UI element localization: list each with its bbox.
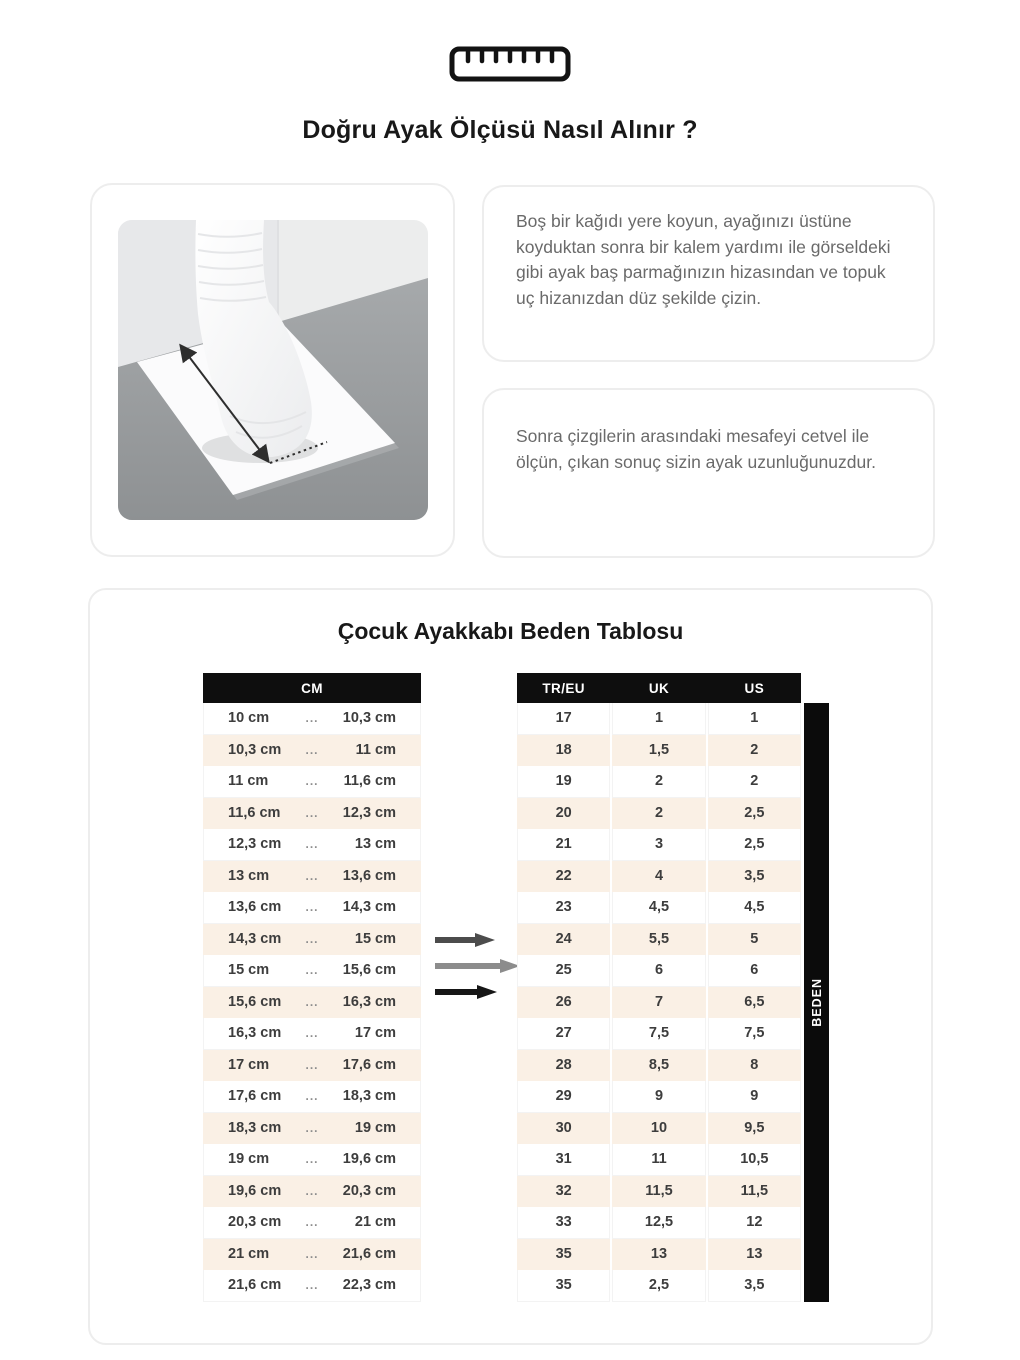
table-cell: 2 [708, 735, 801, 767]
table-cell: 13,6 cm [342, 867, 396, 884]
table-cell: 21 cm [354, 1214, 396, 1231]
beden-label: BEDEN [809, 978, 824, 1027]
table-row [203, 766, 421, 798]
cm-table [203, 673, 421, 1302]
table-cell: ... [305, 1246, 319, 1261]
table-cell: 4,5 [612, 892, 705, 924]
table-cell: 19 [517, 766, 610, 798]
table-cell: 11 cm [355, 741, 396, 758]
foot-measure-photo [118, 220, 428, 520]
table-row [517, 1144, 801, 1176]
table-row [517, 924, 801, 956]
table-cell: ... [305, 1215, 319, 1230]
table-cell: 33 [517, 1207, 610, 1239]
table-cell: 16,3 cm [228, 1025, 282, 1042]
table-cell: 19 cm [228, 1151, 270, 1168]
table-cell: 16,3 cm [342, 993, 396, 1010]
table-cell: 10,3 cm [228, 741, 282, 758]
table-cell: 15,6 cm [228, 993, 282, 1010]
table-cell: ... [305, 1089, 319, 1104]
table-cell: ... [305, 1278, 319, 1293]
table-cell: 13 [612, 1239, 705, 1271]
table-row [203, 861, 421, 893]
table-cell: 11,6 cm [228, 804, 281, 821]
table-cell: 26 [517, 987, 610, 1019]
table-cell: 1 [612, 703, 705, 735]
table-row [517, 955, 801, 987]
transfer-arrows-icon [435, 932, 527, 1000]
measure-photo-card [90, 183, 455, 557]
table-cell: 4 [612, 861, 705, 893]
table-cell: ... [305, 963, 319, 978]
table-cell: 5 [708, 924, 801, 956]
table-cell: 2 [612, 766, 705, 798]
table-row [203, 892, 421, 924]
table-cell: 9 [612, 1081, 705, 1113]
table-cell: 22,3 cm [342, 1277, 396, 1294]
table-cell: 7,5 [708, 1018, 801, 1050]
table-cell: 25 [517, 955, 610, 987]
table-cell: 19 cm [354, 1119, 396, 1136]
table-row [517, 703, 801, 735]
table-cell: 10 [612, 1113, 705, 1145]
table-cell: 2,5 [708, 798, 801, 830]
table-cell: 32 [517, 1176, 610, 1208]
table-cell: ... [305, 931, 319, 946]
table-cell: 8,5 [612, 1050, 705, 1082]
table-cell: 21 [517, 829, 610, 861]
table-row [203, 1081, 421, 1113]
table-cell: 21,6 cm [228, 1277, 282, 1294]
table-cell: ... [305, 1057, 319, 1072]
table-row [517, 987, 801, 1019]
table-cell: 8 [708, 1050, 801, 1082]
table-row [517, 1050, 801, 1082]
table-cell: 15,6 cm [342, 962, 396, 979]
table-cell: 29 [517, 1081, 610, 1113]
table-cell: 21,6 cm [342, 1245, 396, 1262]
table-cell: 17,6 cm [342, 1056, 396, 1073]
table-row [517, 1239, 801, 1271]
table-cell: 2,5 [708, 829, 801, 861]
table-cell: 3 [612, 829, 705, 861]
table-cell: 18,3 cm [228, 1119, 282, 1136]
table-cell: 10,5 [708, 1144, 801, 1176]
table-cell: 28 [517, 1050, 610, 1082]
table-row [203, 955, 421, 987]
table-cell: 4,5 [708, 892, 801, 924]
cm-table-body [203, 703, 421, 1302]
table-cell: 7 [612, 987, 705, 1019]
table-cell: 9,5 [708, 1113, 801, 1145]
intl-size-table [517, 673, 801, 1302]
table-cell: ... [305, 837, 319, 852]
table-cell: 13 cm [354, 836, 396, 853]
table-row [517, 798, 801, 830]
table-row [203, 829, 421, 861]
table-row [203, 1207, 421, 1239]
table-cell: 35 [517, 1239, 610, 1271]
table-cell: 3,5 [708, 1270, 801, 1302]
table-cell: 1,5 [612, 735, 705, 767]
table-row [203, 1050, 421, 1082]
table-cell: 6 [708, 955, 801, 987]
table-cell: 21 cm [228, 1245, 270, 1262]
table-cell: 19,6 cm [342, 1151, 396, 1168]
table-cell: 22 [517, 861, 610, 893]
table-cell: 30 [517, 1113, 610, 1145]
table-cell: 20,3 cm [228, 1214, 282, 1231]
table-cell: 23 [517, 892, 610, 924]
table-cell: 11 cm [228, 773, 269, 790]
table-row [203, 1176, 421, 1208]
table-row [517, 1207, 801, 1239]
table-cell: 11,5 [612, 1176, 705, 1208]
intl-table-header [517, 673, 801, 703]
cm-table-header: CM [203, 673, 421, 703]
table-cell: ... [305, 1183, 319, 1198]
table-cell: ... [305, 1152, 319, 1167]
table-cell: 13 [708, 1239, 801, 1271]
instruction-step-1-text: Boş bir kağıdı yere koyun, ayağınızı üstüne koyduktan sonra bir kalem yardımı ile görseldeki gibi ayak baş parmağınızın hizasından ve topuk uç hizanızdan düz şekilde çizin. [516, 211, 891, 308]
table-row [203, 703, 421, 735]
table-row [203, 1270, 421, 1302]
table-row [517, 735, 801, 767]
page-title: Doğru Ayak Ölçüsü Nasıl Alınır ? [302, 116, 698, 144]
size-table-title: Çocuk Ayakkabı Beden Tablosu [337, 618, 684, 644]
table-cell: 2 [708, 766, 801, 798]
table-row [203, 735, 421, 767]
table-cell: 3,5 [708, 861, 801, 893]
table-cell: 17 cm [354, 1025, 396, 1042]
table-cell: 7,5 [612, 1018, 705, 1050]
ruler-icon [449, 46, 571, 87]
instruction-step-2 [482, 388, 935, 558]
table-row [517, 1018, 801, 1050]
table-cell: 6 [612, 955, 705, 987]
instruction-step-1 [482, 185, 935, 362]
table-row [517, 1081, 801, 1113]
table-row [517, 892, 801, 924]
table-row [203, 1113, 421, 1145]
table-cell: 17 [517, 703, 610, 735]
table-cell: 1 [708, 703, 801, 735]
table-row [517, 861, 801, 893]
table-row [517, 1176, 801, 1208]
table-row [203, 987, 421, 1019]
table-cell: ... [305, 774, 319, 789]
table-cell: ... [305, 994, 319, 1009]
table-cell: 19,6 cm [228, 1182, 282, 1199]
column-header: TR/EU [542, 680, 585, 696]
table-cell: 14,3 cm [228, 930, 282, 947]
table-cell: 20 [517, 798, 610, 830]
table-cell: 12,3 cm [342, 804, 396, 821]
table-row [517, 1113, 801, 1145]
table-row [203, 1239, 421, 1271]
table-row [203, 924, 421, 956]
table-cell: 31 [517, 1144, 610, 1176]
table-cell: 17 cm [228, 1056, 270, 1073]
table-cell: 12,5 [612, 1207, 705, 1239]
table-cell: 12,3 cm [228, 836, 282, 853]
table-cell: 13,6 cm [228, 899, 282, 916]
table-cell: ... [305, 1120, 319, 1135]
table-cell: 2 [612, 798, 705, 830]
table-cell: 15 cm [228, 962, 270, 979]
table-cell: 18 [517, 735, 610, 767]
instruction-step-2-text: Sonra çizgilerin arasındaki mesafeyi cetvel ile ölçün, çıkan sonuç sizin ayak uzunluğunuzdur. [516, 426, 876, 472]
table-cell: 12 [708, 1207, 801, 1239]
table-cell: ... [305, 742, 319, 757]
table-cell: 9 [708, 1081, 801, 1113]
table-cell: 6,5 [708, 987, 801, 1019]
table-cell: 5,5 [612, 924, 705, 956]
table-row [203, 1018, 421, 1050]
table-cell: ... [305, 711, 319, 726]
table-row [203, 1144, 421, 1176]
table-cell: 2,5 [612, 1270, 705, 1302]
table-cell: 18,3 cm [342, 1088, 396, 1105]
table-cell: 11,5 [708, 1176, 801, 1208]
column-header: US [744, 680, 765, 696]
table-cell: 10 cm [228, 710, 270, 727]
size-table-card [88, 588, 933, 1345]
table-row [517, 766, 801, 798]
table-row [517, 1270, 801, 1302]
table-cell: ... [305, 900, 319, 915]
table-cell: 11,6 cm [343, 773, 396, 790]
table-cell: 15 cm [354, 930, 396, 947]
table-cell: 17,6 cm [228, 1088, 282, 1105]
table-cell: ... [305, 1026, 319, 1041]
table-cell: ... [305, 868, 319, 883]
table-cell: 11 [612, 1144, 705, 1176]
table-cell: 10,3 cm [342, 710, 396, 727]
table-cell: ... [305, 805, 319, 820]
intl-table-body [517, 703, 801, 1302]
table-cell: 14,3 cm [342, 899, 396, 916]
column-header: UK [648, 680, 670, 696]
table-row [203, 798, 421, 830]
table-cell: 20,3 cm [342, 1182, 396, 1199]
table-row [517, 829, 801, 861]
table-cell: 13 cm [228, 867, 270, 884]
table-cell: 35 [517, 1270, 610, 1302]
beden-bar [804, 703, 829, 1302]
table-cell: 27 [517, 1018, 610, 1050]
table-cell: 24 [517, 924, 610, 956]
